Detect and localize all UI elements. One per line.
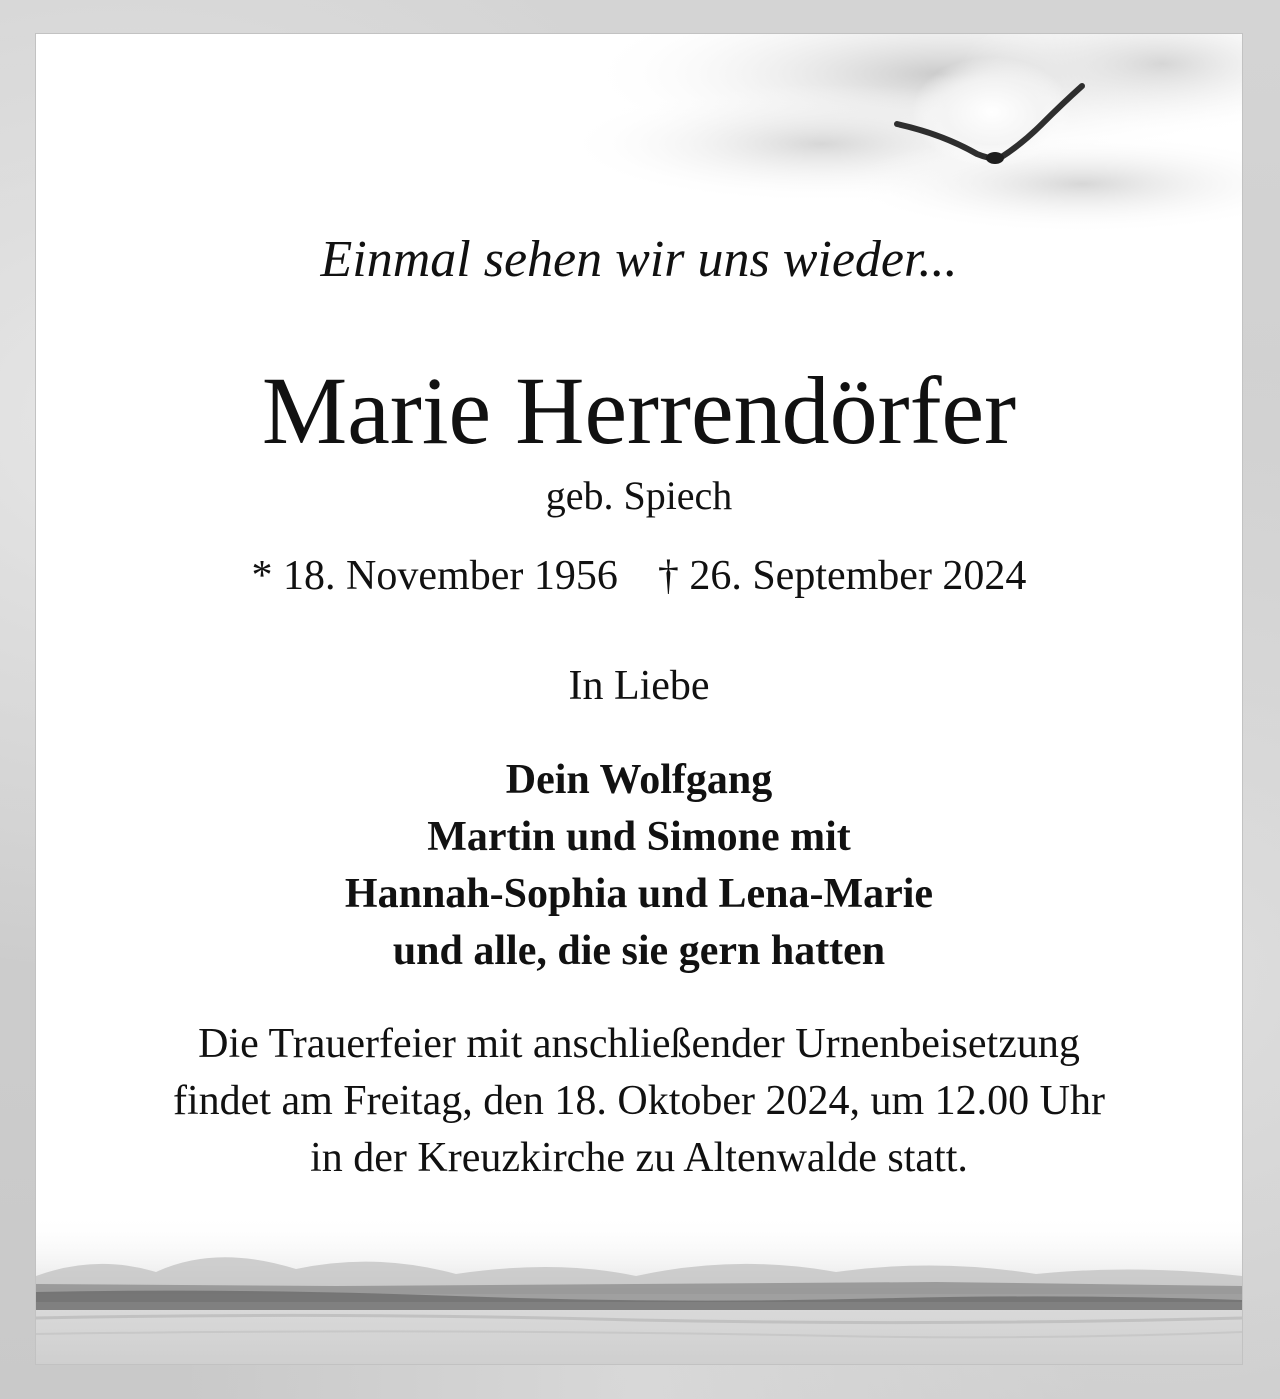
service-line: Die Trauerfeier mit anschließender Urnenbeisetzung: [198, 1021, 1080, 1067]
birth-name: geb. Spiech: [545, 473, 733, 518]
mourner-line: und alle, die sie gern hatten: [392, 928, 886, 974]
mourner-line: Martin und Simone mit: [427, 814, 851, 860]
life-dates: [36, 552, 1242, 600]
mourners-list: [36, 752, 1242, 980]
birth-date: * 18. November 1956: [251, 553, 618, 599]
funeral-service-notice: [36, 1016, 1242, 1187]
death-date: † 26. September 2024: [657, 553, 1027, 599]
service-line: findet am Freitag, den 18. Oktober 2024, um 12.00 Uhr: [173, 1078, 1105, 1124]
deceased-name: Marie Herrendörfer: [261, 357, 1017, 464]
obituary-card: [36, 34, 1242, 1364]
mourner-line: Dein Wolfgang: [505, 757, 773, 803]
mourner-line: Hannah-Sophia und Lena-Marie: [344, 871, 934, 917]
lake-landscape-image: [36, 1214, 1242, 1364]
closing-phrase: In Liebe: [568, 663, 710, 709]
service-line: in der Kreuzkirche zu Altenwalde statt.: [310, 1135, 968, 1181]
motto: Einmal sehen wir uns wieder...: [320, 231, 958, 288]
